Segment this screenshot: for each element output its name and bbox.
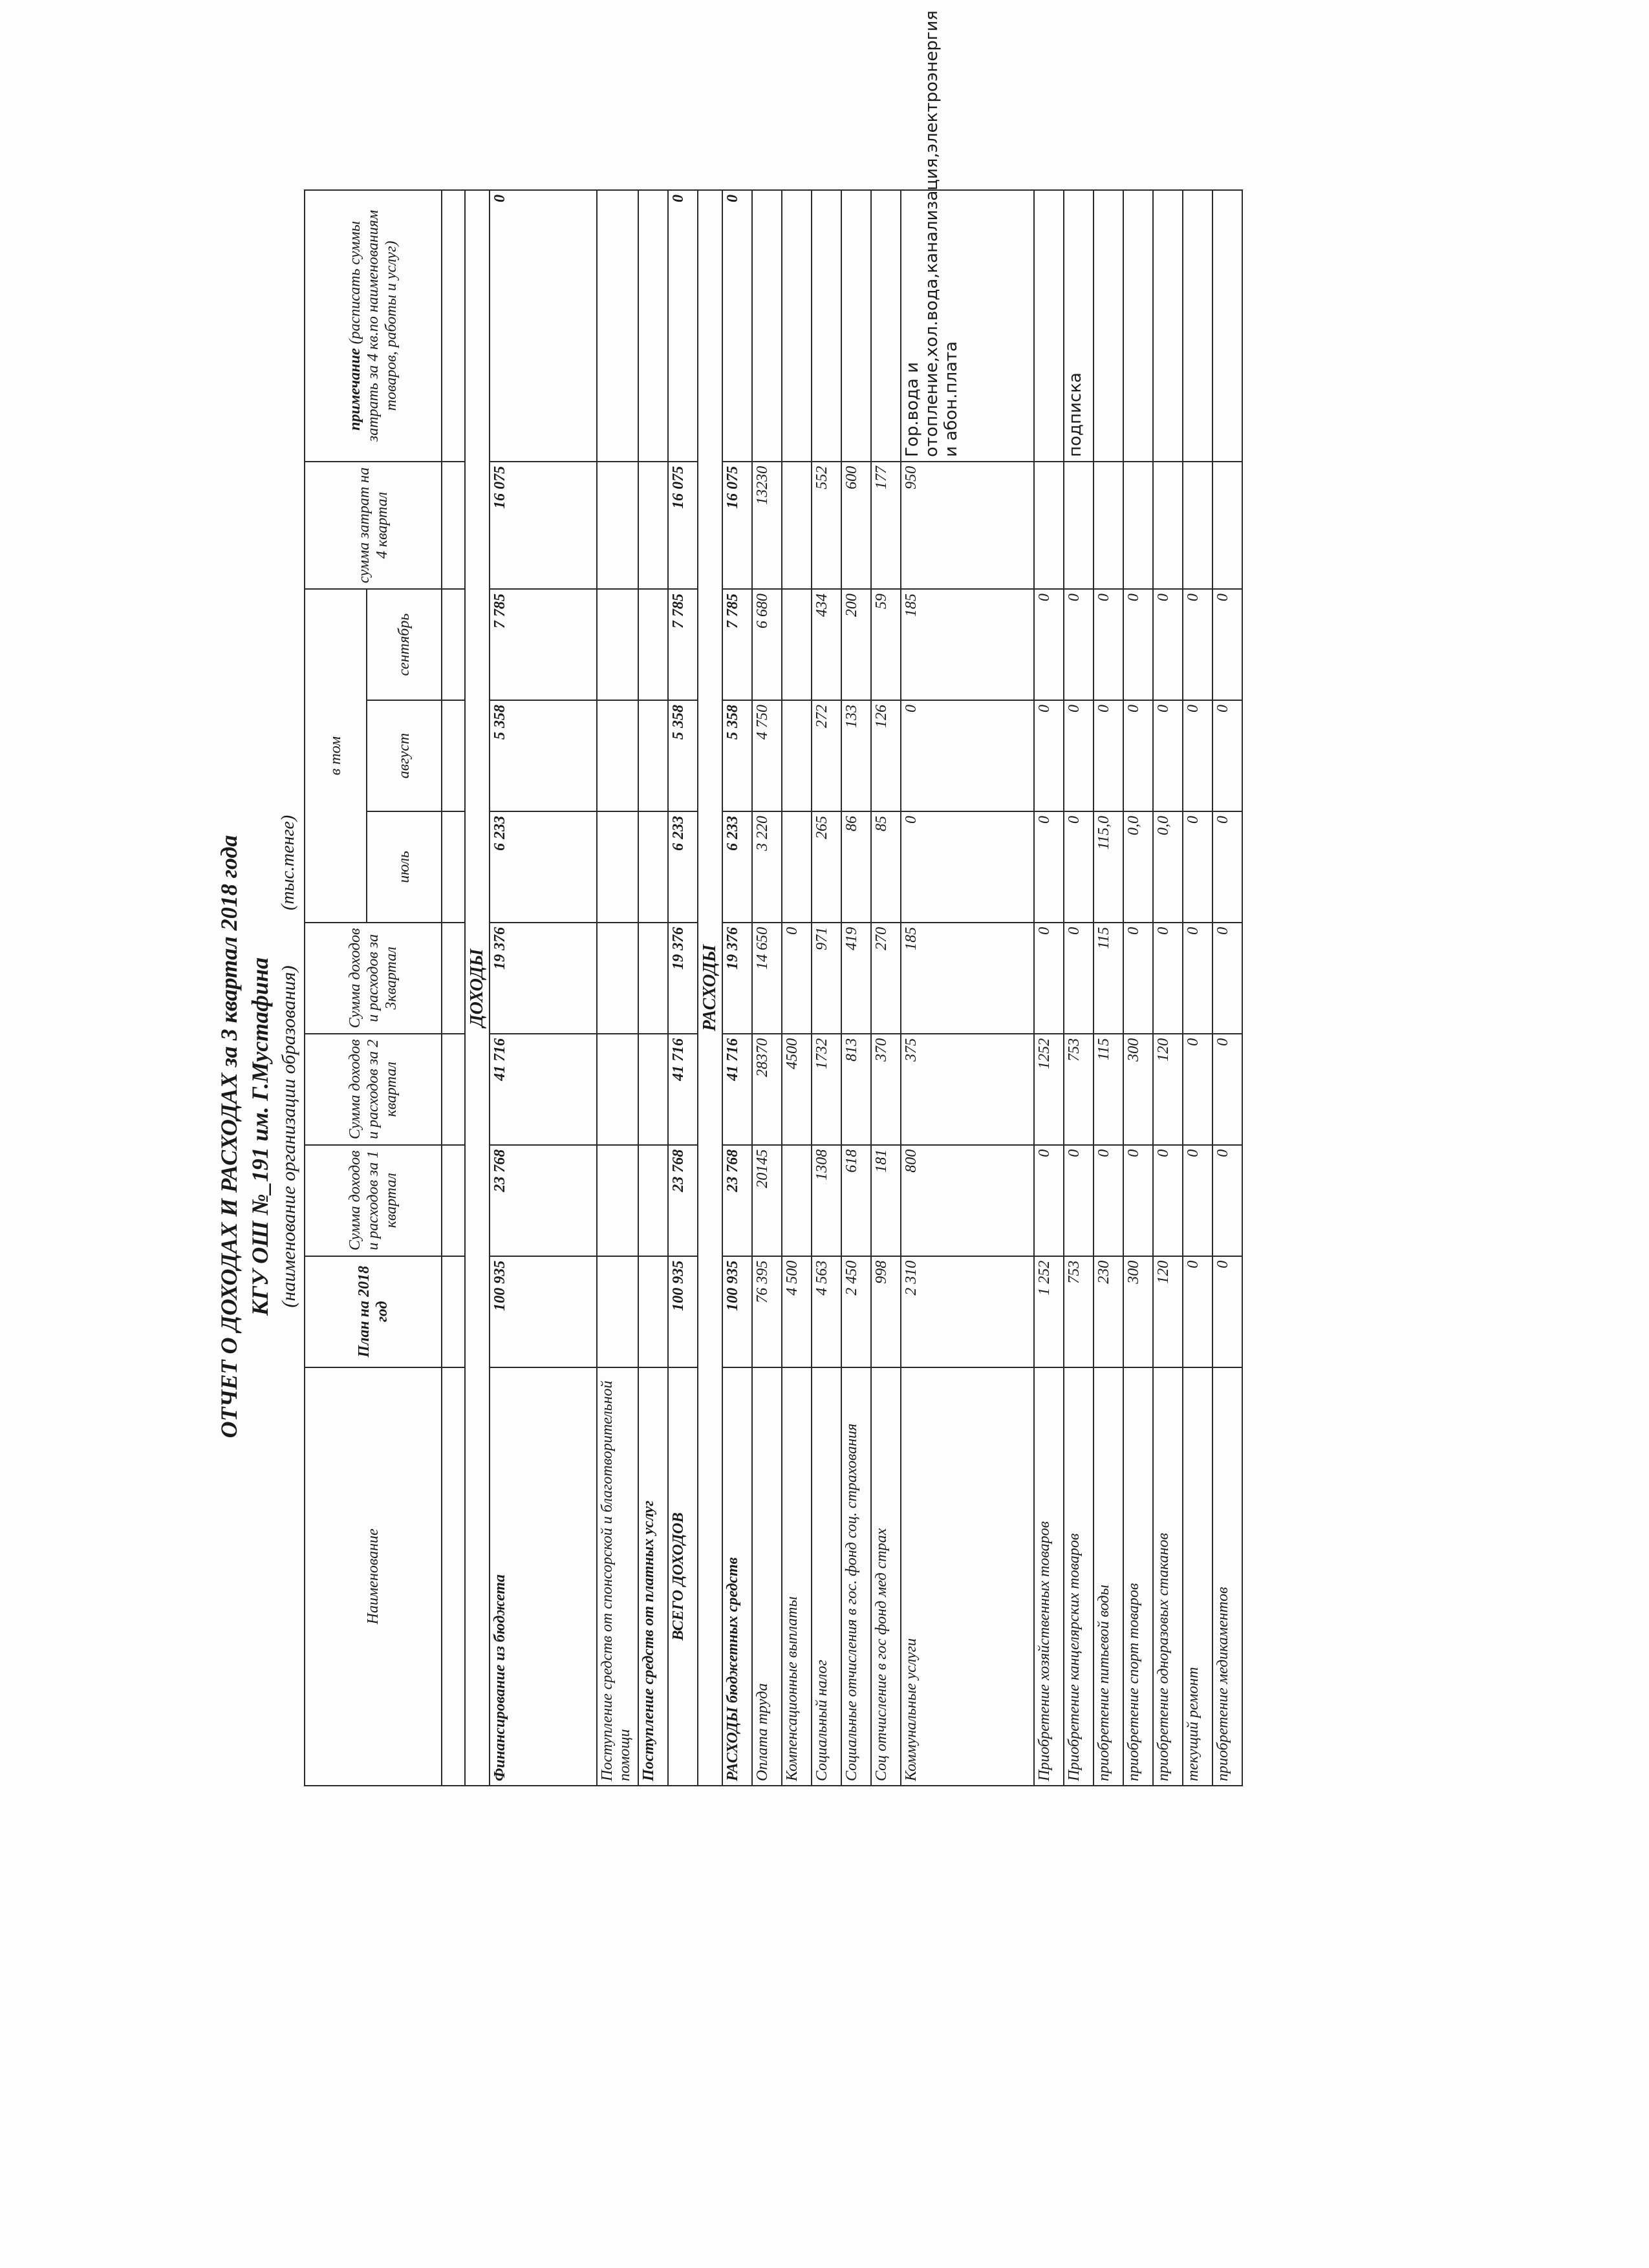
expense-cell-note — [1094, 190, 1123, 462]
expense-cell-q3: 270 — [871, 923, 901, 1034]
expense-cell-name: приобретение спорт товаров — [1123, 1367, 1153, 1786]
expense-cell-name: текущий ремонт — [1183, 1367, 1212, 1786]
organization-caption: (наименование организации образования) — [278, 965, 299, 1308]
income-cell-note — [597, 190, 638, 462]
expense-cell-plan: 2 450 — [841, 1256, 871, 1367]
expense-cell-plan: 998 — [871, 1256, 901, 1367]
income-cell-q4 — [597, 462, 638, 589]
income-row — [490, 190, 597, 1786]
expense-cell-q2: 370 — [871, 1034, 901, 1145]
expense-cell-august: 0 — [1064, 700, 1094, 811]
header-note — [305, 190, 442, 462]
expense-cell-q2: 4500 — [782, 1034, 812, 1145]
income-cell-q4: 16 075 — [490, 462, 597, 589]
income-cell-name: Поступление средств от платных услуг — [638, 1367, 668, 1786]
expense-cell-name: Приобретение хозяйственных товаров — [1034, 1367, 1064, 1786]
expense-row — [1153, 190, 1183, 1786]
expense-cell-july — [782, 811, 812, 923]
expense-cell-july: 265 — [812, 811, 841, 923]
expense-cell-july: 0,0 — [1153, 811, 1183, 923]
income-cell-q1: 23 768 — [668, 1145, 698, 1256]
income-cell-note: 0 — [668, 190, 698, 462]
expense-cell-q3: 0 — [1034, 923, 1064, 1034]
income-cell-plan: 100 935 — [668, 1256, 698, 1367]
expense-cell-note: Гор.вода и отопление,хол.вода,канализация,электроэнергия и абон.плата — [901, 190, 1034, 462]
expense-cell-q4: 16 075 — [722, 462, 752, 589]
expense-cell-q3: 0 — [1123, 923, 1153, 1034]
header-september: сентябрь — [367, 589, 442, 700]
income-cell-q2: 41 716 — [668, 1034, 698, 1145]
expense-cell-name: Компенсационные выплаты — [782, 1367, 812, 1786]
expense-cell-plan: 100 935 — [722, 1256, 752, 1367]
expense-cell-september: 0 — [1064, 589, 1094, 700]
title-line-1: ОТЧЕТ О ДОХОДАХ И РАСХОДАХ за 3 квартал 2018 года — [216, 835, 242, 1439]
header-plan: План на 2018 год — [305, 1256, 442, 1367]
income-cell-q2 — [638, 1034, 668, 1145]
expense-cell-september: 6 680 — [752, 589, 782, 700]
expense-cell-august: 0 — [1183, 700, 1212, 811]
expense-cell-q3: 0 — [1183, 923, 1212, 1034]
expense-row — [1123, 190, 1153, 1786]
expense-cell-q3: 971 — [812, 923, 841, 1034]
expense-cell-q1: 800 — [901, 1145, 1034, 1256]
expense-cell-q1: 20145 — [752, 1145, 782, 1256]
expense-cell-note — [1153, 190, 1183, 462]
expense-cell-august: 133 — [841, 700, 871, 811]
income-cell-q3: 19 376 — [490, 923, 597, 1034]
expense-cell-august: 0 — [1123, 700, 1153, 811]
expense-cell-q1: 0 — [1034, 1145, 1064, 1256]
header-note-bold: примечание — [347, 348, 363, 431]
income-cell-july — [638, 811, 668, 923]
income-cell-august: 5 358 — [668, 700, 698, 811]
expense-cell-plan: 230 — [1094, 1256, 1123, 1367]
expense-cell-plan: 300 — [1123, 1256, 1153, 1367]
expense-cell-september: 0 — [1034, 589, 1064, 700]
expense-cell-q1: 1308 — [812, 1145, 841, 1256]
expense-cell-q1: 23 768 — [722, 1145, 752, 1256]
expense-row — [1064, 190, 1094, 1786]
report-title — [213, 684, 275, 1589]
expense-cell-q1: 0 — [1212, 1145, 1242, 1256]
expense-cell-plan: 1 252 — [1034, 1256, 1064, 1367]
header-in-that: в том — [305, 589, 367, 923]
expense-row — [1183, 190, 1212, 1786]
expense-row — [1212, 190, 1242, 1786]
income-cell-q3 — [638, 923, 668, 1034]
expense-cell-q4 — [1153, 462, 1183, 589]
expense-cell-august: 0 — [1212, 700, 1242, 811]
expense-cell-q4: 552 — [812, 462, 841, 589]
expense-cell-q2: 120 — [1153, 1034, 1183, 1145]
income-cell-august — [638, 700, 668, 811]
expense-cell-name: Приобретение канцелярских товаров — [1064, 1367, 1094, 1786]
expense-cell-name: Оплата труда — [752, 1367, 782, 1786]
income-cell-q1 — [597, 1145, 638, 1256]
header-q4: сумма затрат на 4 квартал — [305, 462, 442, 589]
expense-cell-september: 0 — [1094, 589, 1123, 700]
expense-cell-name: Коммунальные услуги — [901, 1367, 1034, 1786]
income-cell-q1 — [638, 1145, 668, 1256]
expense-cell-july: 0 — [1034, 811, 1064, 923]
expense-cell-july: 0 — [1183, 811, 1212, 923]
expense-cell-name: Социальный налог — [812, 1367, 841, 1786]
expense-cell-q2: 0 — [1183, 1034, 1212, 1145]
expense-cell-q4 — [1212, 462, 1242, 589]
report-table — [304, 10, 1243, 1786]
expense-cell-name: приобретение медикаментов — [1212, 1367, 1242, 1786]
income-cell-july: 6 233 — [490, 811, 597, 923]
expense-row — [1034, 190, 1064, 1786]
expense-cell-august: 0 — [1153, 700, 1183, 811]
expense-cell-plan: 2 310 — [901, 1256, 1034, 1367]
expense-cell-august: 0 — [1034, 700, 1064, 811]
income-cell-name: ВСЕГО ДОХОДОВ — [668, 1367, 698, 1786]
expense-cell-august: 126 — [871, 700, 901, 811]
expense-cell-september: 0 — [1212, 589, 1242, 700]
expense-cell-q4 — [1034, 462, 1064, 589]
expense-cell-july: 85 — [871, 811, 901, 923]
expense-cell-august — [782, 700, 812, 811]
expense-cell-q4 — [782, 462, 812, 589]
income-cell-september: 7 785 — [668, 589, 698, 700]
header-q3: Сумма доходов и расходов за 3квартал — [305, 923, 442, 1034]
expense-cell-q2: 28370 — [752, 1034, 782, 1145]
expense-cell-plan: 0 — [1212, 1256, 1242, 1367]
spacer-cell — [442, 1367, 465, 1786]
income-cell-q4 — [638, 462, 668, 589]
header-note-rest: (расписать суммы затрать за 4 кв.по наименованиям товаров, работы и услуг) — [347, 209, 400, 442]
expense-cell-q3: 185 — [901, 923, 1034, 1034]
expense-cell-september: 0 — [1153, 589, 1183, 700]
expense-cell-q4 — [1123, 462, 1153, 589]
income-row — [597, 190, 638, 1786]
expense-cell-q4 — [1183, 462, 1212, 589]
expense-cell-q4: 950 — [901, 462, 1034, 589]
expense-cell-august: 5 358 — [722, 700, 752, 811]
header-q1: Сумма доходов и расходов за 1 квартал — [305, 1145, 442, 1256]
expense-rows — [722, 10, 1242, 1786]
expense-cell-july: 0 — [901, 811, 1034, 923]
expense-cell-q1: 0 — [1094, 1145, 1123, 1256]
expense-cell-july: 86 — [841, 811, 871, 923]
expense-cell-q2: 1732 — [812, 1034, 841, 1145]
income-cell-september: 7 785 — [490, 589, 597, 700]
income-cell-september — [638, 589, 668, 700]
income-cell-q2 — [597, 1034, 638, 1145]
expense-cell-august: 0 — [1094, 700, 1123, 811]
expense-cell-plan: 0 — [1183, 1256, 1212, 1367]
expense-cell-q1: 0 — [1123, 1145, 1153, 1256]
expense-cell-q1 — [782, 1145, 812, 1256]
expense-cell-september: 0 — [1123, 589, 1153, 700]
expense-cell-july: 0 — [1212, 811, 1242, 923]
income-cell-august: 5 358 — [490, 700, 597, 811]
expense-cell-name: Социальные отчисления в гос. фонд соц. страхования — [841, 1367, 871, 1786]
expense-row — [752, 190, 782, 1786]
expense-cell-plan: 76 395 — [752, 1256, 782, 1367]
expense-cell-note — [871, 190, 901, 462]
expense-cell-q2: 1252 — [1034, 1034, 1064, 1145]
expense-cell-q1: 181 — [871, 1145, 901, 1256]
expense-cell-note — [782, 190, 812, 462]
expense-cell-name: приобретение питьевой воды — [1094, 1367, 1123, 1786]
income-cell-plan: 100 935 — [490, 1256, 597, 1367]
expense-cell-note: 0 — [722, 190, 752, 462]
income-cell-q2: 41 716 — [490, 1034, 597, 1145]
expense-cell-q3: 419 — [841, 923, 871, 1034]
expense-row — [841, 190, 871, 1786]
income-cell-name: Поступление средств от спонсорской и благотворительной помощи — [597, 1367, 638, 1786]
currency-unit: (тыс.тенге) — [278, 815, 298, 910]
income-cell-august — [597, 700, 638, 811]
expense-cell-q1: 618 — [841, 1145, 871, 1256]
expense-cell-q1: 0 — [1183, 1145, 1212, 1256]
expense-cell-july: 3 220 — [752, 811, 782, 923]
expense-cell-note — [841, 190, 871, 462]
header-q2: Сумма доходов и расходов за 2 квартал — [305, 1034, 442, 1145]
income-cell-name: Финансирование из бюджета — [490, 1367, 597, 1786]
expense-cell-q3: 19 376 — [722, 923, 752, 1034]
income-cell-q3 — [597, 923, 638, 1034]
expense-cell-august: 272 — [812, 700, 841, 811]
expense-cell-q2: 41 716 — [722, 1034, 752, 1145]
expense-cell-q2: 753 — [1064, 1034, 1094, 1145]
expense-cell-note — [1034, 190, 1064, 462]
income-cell-note — [638, 190, 668, 462]
expense-cell-july: 0 — [1064, 811, 1094, 923]
expense-cell-q4: 13230 — [752, 462, 782, 589]
income-rows — [490, 190, 698, 1786]
expense-cell-q4: 600 — [841, 462, 871, 589]
header-name: Наименование — [305, 1367, 442, 1786]
expense-cell-q4 — [1064, 462, 1094, 589]
header-july: июль — [367, 811, 442, 923]
section-expense: РАСХОДЫ — [698, 190, 722, 1786]
expense-cell-name: РАСХОДЫ бюджетных средств — [722, 1367, 752, 1786]
report-table-wrapper — [304, 10, 1243, 1786]
expense-row — [871, 190, 901, 1786]
expense-row — [901, 190, 1034, 1786]
expense-cell-september: 185 — [901, 589, 1034, 700]
expense-cell-q2: 813 — [841, 1034, 871, 1145]
income-cell-q1: 23 768 — [490, 1145, 597, 1256]
income-cell-q4: 16 075 — [668, 462, 698, 589]
expense-cell-q3: 0 — [1153, 923, 1183, 1034]
expense-cell-september: 434 — [812, 589, 841, 700]
expense-cell-september: 200 — [841, 589, 871, 700]
expense-cell-note — [752, 190, 782, 462]
expense-row — [782, 190, 812, 1786]
expense-cell-july: 115,0 — [1094, 811, 1123, 923]
expense-cell-q1: 0 — [1064, 1145, 1094, 1256]
income-cell-plan — [638, 1256, 668, 1367]
expense-cell-plan: 120 — [1153, 1256, 1183, 1367]
expense-cell-name: Соц отчисление в гос фонд мед страх — [871, 1367, 901, 1786]
expense-cell-plan: 753 — [1064, 1256, 1094, 1367]
expense-cell-september — [782, 589, 812, 700]
expense-cell-q3: 0 — [782, 923, 812, 1034]
expense-cell-september: 7 785 — [722, 589, 752, 700]
expense-cell-note — [1212, 190, 1242, 462]
section-income: ДОХОДЫ — [465, 190, 490, 1786]
expense-cell-q3: 0 — [1064, 923, 1094, 1034]
expense-cell-july: 0,0 — [1123, 811, 1153, 923]
title-line-2: КГУ ОШ №_191 им. Г.Мустафина — [247, 957, 273, 1316]
income-cell-plan — [597, 1256, 638, 1367]
expense-cell-plan: 4 563 — [812, 1256, 841, 1367]
income-cell-september — [597, 589, 638, 700]
expense-cell-q3: 115 — [1094, 923, 1123, 1034]
expense-cell-q2: 375 — [901, 1034, 1034, 1145]
expense-cell-q4 — [1094, 462, 1123, 589]
income-row — [668, 190, 698, 1786]
expense-cell-q3: 0 — [1212, 923, 1242, 1034]
income-cell-q3: 19 376 — [668, 923, 698, 1034]
income-cell-note: 0 — [490, 190, 597, 462]
expense-cell-august: 4 750 — [752, 700, 782, 811]
expense-row — [722, 190, 752, 1786]
expense-cell-note: подписка — [1064, 190, 1094, 462]
expense-cell-q4: 177 — [871, 462, 901, 589]
expense-row — [812, 190, 841, 1786]
expense-cell-q2: 115 — [1094, 1034, 1123, 1145]
income-row — [638, 190, 668, 1786]
income-cell-july: 6 233 — [668, 811, 698, 923]
income-cell-july — [597, 811, 638, 923]
expense-cell-note — [1183, 190, 1212, 462]
expense-cell-september: 59 — [871, 589, 901, 700]
expense-cell-q3: 14 650 — [752, 923, 782, 1034]
expense-cell-plan: 4 500 — [782, 1256, 812, 1367]
expense-cell-name: приобретение одноразовых стаканов — [1153, 1367, 1183, 1786]
expense-cell-july: 6 233 — [722, 811, 752, 923]
header-august: август — [367, 700, 442, 811]
expense-row — [1094, 190, 1123, 1786]
expense-cell-q1: 0 — [1153, 1145, 1183, 1256]
expense-cell-q2: 300 — [1123, 1034, 1153, 1145]
expense-cell-q2: 0 — [1212, 1034, 1242, 1145]
expense-cell-note — [812, 190, 841, 462]
expense-cell-august: 0 — [901, 700, 1034, 811]
expense-cell-note — [1123, 190, 1153, 462]
expense-cell-september: 0 — [1183, 589, 1212, 700]
